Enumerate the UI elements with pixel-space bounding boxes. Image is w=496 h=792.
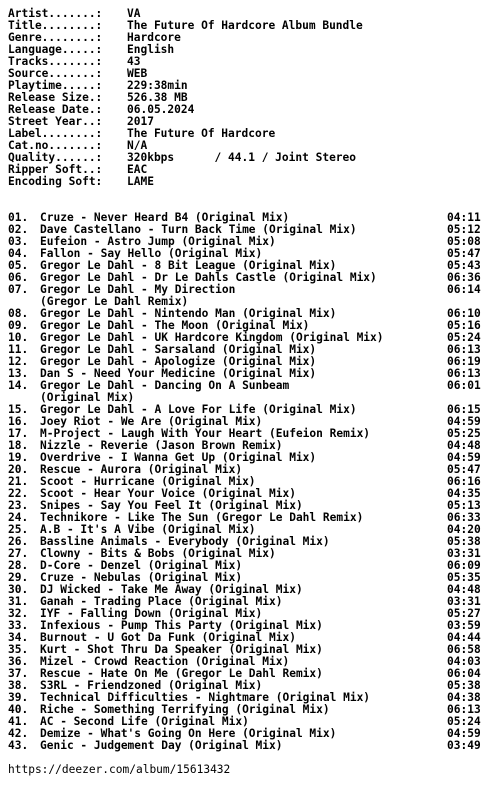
track-number: 32. xyxy=(8,607,29,620)
track-number: 12. xyxy=(8,355,29,368)
track-number: 28. xyxy=(8,559,29,572)
track-title: Scoot - Hurricane (Original Mix) xyxy=(40,475,256,488)
meta-key: Playtime.....: xyxy=(8,79,103,92)
meta-key: Genre........: xyxy=(8,31,103,44)
track-number: 15. xyxy=(8,403,29,416)
track-title: Scoot - Hear Your Voice (Original Mix) xyxy=(40,487,296,500)
track-number: 33. xyxy=(8,619,29,632)
meta-key: Label........: xyxy=(8,127,103,140)
track-title: Dave Castellano - Turn Back Time (Original Mix) xyxy=(40,223,357,236)
tracklist xyxy=(8,212,496,752)
meta-key: Language.....: xyxy=(8,43,103,56)
track-duration: 05:43 xyxy=(447,259,481,272)
track-number: 43. xyxy=(8,739,29,752)
track-number: 13. xyxy=(8,367,29,380)
track-title: Gregor Le Dahl - Sarsaland (Original Mix) xyxy=(40,343,317,356)
track-duration: 05:47 xyxy=(447,247,481,260)
meta-value: 06.05.2024 xyxy=(127,103,195,116)
track-number: 42. xyxy=(8,727,29,740)
track-duration: 06:01 xyxy=(447,379,481,392)
track-duration: 04:59 xyxy=(447,415,481,428)
track-duration: 06:13 xyxy=(447,367,481,380)
track-title-continued: (Original Mix) xyxy=(40,391,135,404)
track-number: 19. xyxy=(8,451,29,464)
track-duration: 05:47 xyxy=(447,463,481,476)
track-title: Technical Difficulties - Nightmare (Original Mix) xyxy=(40,691,371,704)
track-title: Ganah - Trading Place (Original Mix) xyxy=(40,595,283,608)
track-duration: 06:10 xyxy=(447,307,481,320)
track-title: Snipes - Say You Feel It (Original Mix) xyxy=(40,499,303,512)
track-number: 20. xyxy=(8,463,29,476)
track-number: 03. xyxy=(8,235,29,248)
track-number: 18. xyxy=(8,439,29,452)
track-title: Dan S - Need Your Medicine (Original Mix) xyxy=(40,367,317,380)
track-title: Fallon - Say Hello (Original Mix) xyxy=(40,247,263,260)
track-title: Gregor Le Dahl - 8 Bit League (Original Mix) xyxy=(40,259,337,272)
track-title: Burnout - U Got Da Funk (Original Mix) xyxy=(40,631,296,644)
track-title: Demize - What's Going On Here (Original Mix) xyxy=(40,727,337,740)
meta-value: 43 xyxy=(127,55,141,68)
track-duration: 04:35 xyxy=(447,487,481,500)
meta-key: Source.......: xyxy=(8,67,103,80)
track-number: 14. xyxy=(8,379,29,392)
track-title: Cruze - Never Heard B4 (Original Mix) xyxy=(40,211,290,224)
track-title: Eufeion - Astro Jump (Original Mix) xyxy=(40,235,276,248)
meta-value: 526.38 MB xyxy=(127,91,188,104)
track-title: A.B - It's A Vibe (Original Mix) xyxy=(40,523,256,536)
album-url: https://deezer.com/album/15613432 xyxy=(8,763,231,776)
meta-value: 320kbps / 44.1 / Joint Stereo xyxy=(127,151,357,164)
track-title: Gregor Le Dahl - My Direction xyxy=(40,283,236,296)
meta-key: Encoding Soft: xyxy=(8,175,103,188)
track-title: Nizzle - Reverie (Jason Brown Remix) xyxy=(40,439,283,452)
meta-key: Cat.no.......: xyxy=(8,139,103,152)
meta-value: N/A xyxy=(127,139,148,152)
track-row xyxy=(8,740,496,752)
track-title: IYF - Falling Down (Original Mix) xyxy=(40,607,263,620)
track-duration: 06:14 xyxy=(447,283,481,296)
track-title: S3RL - Friendzoned (Original Mix) xyxy=(40,679,263,692)
track-duration: 06:58 xyxy=(447,643,481,656)
meta-line xyxy=(8,176,496,188)
track-duration: 05:13 xyxy=(447,499,481,512)
track-number: 11. xyxy=(8,343,29,356)
track-duration: 06:04 xyxy=(447,667,481,680)
track-duration: 03:31 xyxy=(447,547,481,560)
track-number: 09. xyxy=(8,319,29,332)
track-title: Overdrive - I Wanna Get Up (Original Mix) xyxy=(40,451,317,464)
track-number: 17. xyxy=(8,427,29,440)
track-number: 08. xyxy=(8,307,29,320)
track-title: Gregor Le Dahl - UK Hardcore Kingdom (Original Mix) xyxy=(40,331,384,344)
track-title: DJ Wicked - Take Me Away (Original Mix) xyxy=(40,583,303,596)
track-duration: 06:15 xyxy=(447,403,481,416)
meta-value: VA xyxy=(127,7,141,20)
track-duration: 04:48 xyxy=(447,583,481,596)
track-duration: 06:16 xyxy=(447,475,481,488)
track-title: Gregor Le Dahl - A Love For Life (Original Mix) xyxy=(40,403,357,416)
track-duration: 06:13 xyxy=(447,703,481,716)
track-number: 34. xyxy=(8,631,29,644)
track-number: 35. xyxy=(8,643,29,656)
track-duration: 05:27 xyxy=(447,607,481,620)
track-duration: 05:25 xyxy=(447,427,481,440)
track-number: 16. xyxy=(8,415,29,428)
track-duration: 05:12 xyxy=(447,223,481,236)
track-title: Rescue - Hate On Me (Gregor Le Dahl Remix) xyxy=(40,667,323,680)
track-number: 39. xyxy=(8,691,29,704)
track-duration: 06:36 xyxy=(447,271,481,284)
release-info xyxy=(8,8,496,188)
track-duration: 04:38 xyxy=(447,691,481,704)
track-number: 31. xyxy=(8,595,29,608)
track-number: 29. xyxy=(8,571,29,584)
meta-key: Ripper Soft..: xyxy=(8,163,103,176)
track-duration: 06:33 xyxy=(447,511,481,524)
track-duration: 05:35 xyxy=(447,571,481,584)
track-number: 02. xyxy=(8,223,29,236)
track-duration: 05:08 xyxy=(447,235,481,248)
meta-key: Tracks.......: xyxy=(8,55,103,68)
track-number: 27. xyxy=(8,547,29,560)
track-title: Infexious - Pump This Party (Original Mix) xyxy=(40,619,323,632)
track-duration: 06:09 xyxy=(447,559,481,572)
track-number: 07. xyxy=(8,283,29,296)
track-duration: 06:13 xyxy=(447,343,481,356)
track-number: 22. xyxy=(8,487,29,500)
track-duration: 03:31 xyxy=(447,595,481,608)
track-duration: 04:20 xyxy=(447,523,481,536)
track-title: D-Core - Denzel (Original Mix) xyxy=(40,559,243,572)
meta-key: Artist.......: xyxy=(8,7,103,20)
track-title: Gregor Le Dahl - Apologize (Original Mix) xyxy=(40,355,317,368)
track-duration: 05:38 xyxy=(447,679,481,692)
track-number: 24. xyxy=(8,511,29,524)
track-duration: 04:03 xyxy=(447,655,481,668)
meta-value: English xyxy=(127,43,175,56)
meta-key: Release Size.: xyxy=(8,91,103,104)
meta-value: Hardcore xyxy=(127,31,181,44)
track-title: Gregor Le Dahl - Nintendo Man (Original Mix) xyxy=(40,307,337,320)
track-duration: 06:19 xyxy=(447,355,481,368)
track-duration: 04:59 xyxy=(447,451,481,464)
meta-value: WEB xyxy=(127,67,148,80)
track-number: 38. xyxy=(8,679,29,692)
track-number: 10. xyxy=(8,331,29,344)
meta-key: Street Year..: xyxy=(8,115,103,128)
meta-value: EAC xyxy=(127,163,148,176)
track-number: 37. xyxy=(8,667,29,680)
track-title: Cruze - Nebulas (Original Mix) xyxy=(40,571,243,584)
meta-value: LAME xyxy=(127,175,154,188)
track-duration: 05:24 xyxy=(447,715,481,728)
track-title: Bassline Animals - Everybody (Original Mix) xyxy=(40,535,330,548)
track-number: 06. xyxy=(8,271,29,284)
meta-value: 2017 xyxy=(127,115,154,128)
track-number: 21. xyxy=(8,475,29,488)
meta-key: Release Date.: xyxy=(8,103,103,116)
track-title: M-Project - Laugh With Your Heart (Eufeion Remix) xyxy=(40,427,371,440)
meta-value: 229:38min xyxy=(127,79,188,92)
meta-key: Quality......: xyxy=(8,151,103,164)
track-title: Technikore - Like The Sun (Gregor Le Dahl Remix) xyxy=(40,511,364,524)
track-title-continued: (Gregor Le Dahl Remix) xyxy=(40,295,189,308)
track-title: Genic - Judgement Day (Original Mix) xyxy=(40,739,283,752)
track-number: 41. xyxy=(8,715,29,728)
track-title: Mizel - Crowd Reaction (Original Mix) xyxy=(40,655,290,668)
track-number: 04. xyxy=(8,247,29,260)
meta-key: Title........: xyxy=(8,19,103,32)
track-duration: 05:24 xyxy=(447,331,481,344)
track-number: 40. xyxy=(8,703,29,716)
track-title: Clowny - Bits & Bobs (Original Mix) xyxy=(40,547,276,560)
track-number: 36. xyxy=(8,655,29,668)
track-duration: 04:48 xyxy=(447,439,481,452)
track-number: 23. xyxy=(8,499,29,512)
track-title: Joey Riot - We Are (Original Mix) xyxy=(40,415,263,428)
track-number: 25. xyxy=(8,523,29,536)
track-title: Gregor Le Dahl - Dr Le Dahls Castle (Original Mix) xyxy=(40,271,377,284)
track-duration: 05:16 xyxy=(447,319,481,332)
track-title: Gregor Le Dahl - Dancing On A Sunbeam xyxy=(40,379,290,392)
track-duration: 04:44 xyxy=(447,631,481,644)
track-title: Gregor Le Dahl - The Moon (Original Mix) xyxy=(40,319,310,332)
track-title: Rescue - Aurora (Original Mix) xyxy=(40,463,243,476)
track-number: 05. xyxy=(8,259,29,272)
meta-value: The Future Of Hardcore Album Bundle xyxy=(127,19,363,32)
track-duration: 03:59 xyxy=(447,619,481,632)
spacer xyxy=(8,188,496,200)
track-duration: 05:38 xyxy=(447,535,481,548)
track-number: 26. xyxy=(8,535,29,548)
track-title: Kurt - Shot Thru Da Speaker (Original Mix) xyxy=(40,643,323,656)
track-number: 01. xyxy=(8,211,29,224)
track-number: 30. xyxy=(8,583,29,596)
track-duration: 04:59 xyxy=(447,727,481,740)
meta-value: The Future Of Hardcore xyxy=(127,127,276,140)
track-title: AC - Second Life (Original Mix) xyxy=(40,715,249,728)
track-title: Riche - Something Terrifying (Original Mix) xyxy=(40,703,330,716)
track-duration: 03:49 xyxy=(447,739,481,752)
track-duration: 04:11 xyxy=(447,211,481,224)
